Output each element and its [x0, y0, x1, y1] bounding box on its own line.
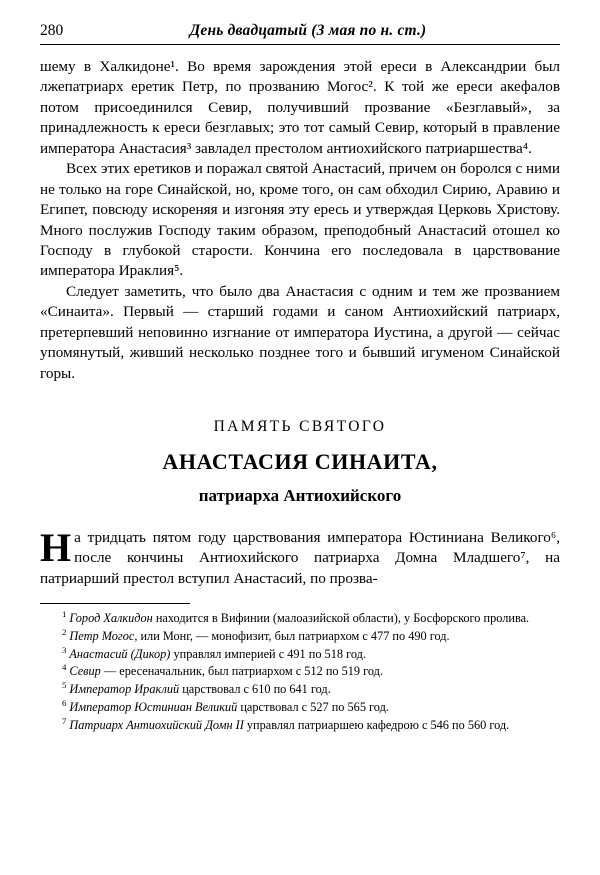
footnote-number: 2: [62, 626, 67, 637]
page-number: 280: [40, 22, 64, 39]
footnote-italic: Патриарх Антиохийский Домн II: [69, 717, 244, 732]
footnote-italic: Император Юстиниан Великий: [69, 699, 238, 714]
heading-saint-name: АНАСТАСИЯ СИНАИТА,: [162, 449, 438, 474]
footnote-text: царствовал с 610 по 641 год.: [179, 682, 331, 697]
footnote-number: 4: [62, 662, 67, 673]
dropcap-paragraph: На тридцать пятом году царствования императора Юстиниана Великого⁶, после кончины Антиохийского патриарха Домна Младшего⁷, на патриарший престол вступил Анастасий, по прозва-: [40, 525, 560, 587]
footnote-item: [40, 717, 560, 734]
footnote-text: находится в Вифинии (малоазийской области), у Босфорского пролива.: [152, 611, 530, 626]
footnote-item: [40, 628, 560, 645]
body-paragraph-2: Всех этих еретиков и поражал святой Анастасий, причем он боролся с ними не только на горе Синайской, но, кроме того, он сам обходил Сирию, Аравию и Египет, повсюду искореняя и изгоняя эту ересь и утверждая Церковь Христову. Много послужив Господу таким образом, преподобный Анастасий отошел ко Господу в глубокой старости. Кончина его последовала в царствование императора Ираклия⁵.: [40, 160, 560, 280]
footnote-item: [40, 699, 560, 716]
body-paragraph-3: Следует заметить, что было два Анастасия с одним и тем же прозванием «Синаита». Первый — старший годами и саном Антиохийский патриарх, претерпевший неповинно изгнание от императора Иустина, а другой — сейчас упомянутый, живший несколько позднее того и бывший игуменом Синайской горы.: [40, 282, 560, 382]
body-paragraph-1: шему в Халкидоне¹. Во время зарождения этой ереси в Александрии был лжепатриарх еретик Петр, по прозванию Могос². К той же ереси акефалов потом присоединился Севир, получивший прозвание «Безглавый», за принадлежность к ереси безглавых; это тот самый Севир, который в правление императора Анастасия³ завладел престолом антиохийского патриаршества⁴.: [40, 58, 560, 157]
page-header: [40, 22, 560, 40]
footnote-item: [40, 681, 560, 698]
footnote-number: 3: [62, 644, 67, 655]
footnote-italic: Петр Могос: [69, 629, 135, 644]
footnote-text: управлял империей с 491 по 518 год.: [170, 646, 366, 661]
heading-subtitle: патриарха Антиохийского: [198, 486, 402, 505]
footnote-text: , или Монг, — монофизит, был патриархом с 477 по 490 год.: [134, 629, 450, 644]
section-heading: [40, 418, 560, 506]
footnotes-block: [40, 610, 560, 733]
footnote-italic: Анастасий (Дикор): [69, 646, 171, 661]
footnote-text: — ересеначальник, был патриархом с 512 по 519 год.: [100, 664, 384, 679]
footnote-text: царствовал с 527 по 565 год.: [237, 699, 389, 714]
footnote-number: 7: [62, 715, 67, 726]
footnote-number: 1: [62, 609, 67, 620]
footnote-item: [40, 610, 560, 627]
footnote-item: [40, 646, 560, 663]
footnote-italic: Город Халкидон: [69, 611, 153, 626]
footnote-number: 5: [62, 680, 67, 691]
page-content: [40, 22, 560, 734]
header-rule: [40, 44, 560, 45]
running-title: День двадцатый (3 мая по н. ст.): [189, 22, 427, 39]
heading-memory-line: ПАМЯТЬ СВЯТОГО: [213, 418, 387, 435]
footnote-separator: [40, 603, 190, 604]
footnote-italic: Император Ираклий: [69, 682, 180, 697]
footnote-number: 6: [62, 697, 67, 708]
footnote-item: [40, 663, 560, 680]
footnote-italic: Севир: [69, 664, 101, 679]
footnote-text: управлял патриаршею кафедрою с 546 по 560 год.: [243, 717, 510, 732]
